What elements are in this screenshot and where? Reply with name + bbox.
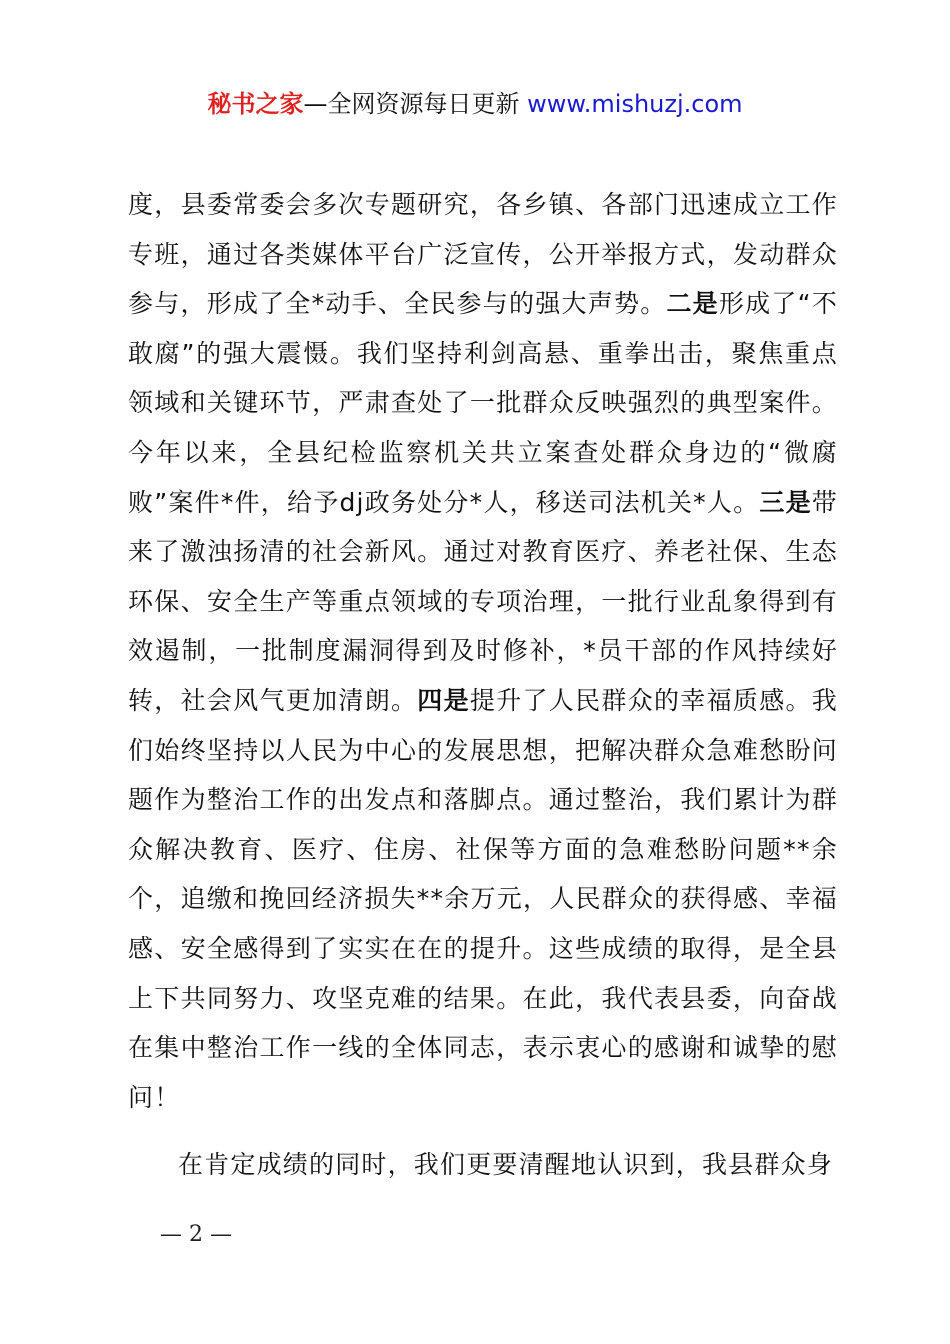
header-tagline: —全网资源每日更新 xyxy=(303,90,528,118)
bold-marker-3: 三是 xyxy=(759,487,812,517)
page-header xyxy=(0,88,950,120)
document-body xyxy=(128,180,838,1190)
header-site-link[interactable]: www.mishuzj.com xyxy=(527,90,743,118)
paragraph-text: 形成了“不敢腐”的强大震慑。我们坚持利剑高悬、重拳出击，聚焦重点领域和关键环节，严肃查处了一批群众反映强烈的典型案件。今年以来，全县纪检监察机关共立案查处群众身边的“微腐败”案件*件，给予dj政务处分*人，移送司法机关*人。 xyxy=(128,289,839,517)
header-brand: 秘书之家 xyxy=(207,90,304,118)
page-number: — 2 — xyxy=(160,1222,232,1247)
body-paragraph-1 xyxy=(128,180,838,1122)
paragraph-text: 提升了人民群众的幸福质感。我们始终坚持以人民为中心的发展思想，把解决群众急难愁盼问题作为整治工作的出发点和落脚点。通过整治，我们累计为群众解决教育、医疗、住房、社保等方面的急难愁盼问题**余个，追缴和挽回经济损失**余万元，人民群众的获得感、幸福感、安全感得到了实实在在的提升。这些成绩的取得，是全县上下共同努力、攻坚克难的结果。在此，我代表县委，向奋战在集中整治工作一线的全体同志，表示衷心的感谢和诚挚的慰问！ xyxy=(128,685,838,1112)
paragraph-text: 带来了激浊扬清的社会新风。通过对教育医疗、养老社保、生态环保、安全生产等重点领域的专项治理，一批行业乱象得到有效遏制，一批制度漏洞得到及时修补，*员干部的作风持续好转，社会风气更加清朗。 xyxy=(128,487,838,715)
bold-marker-2: 二是 xyxy=(666,289,719,319)
bold-marker-4: 四是 xyxy=(417,685,470,715)
body-paragraph-2: 在肯定成绩的同时，我们更要清醒地认识到，我县群众身 xyxy=(178,1150,834,1180)
paragraph-text: 度，县委常委会多次专题研究，各乡镇、各部门迅速成立工作专班，通过各类媒体平台广泛宣传，公开举报方式，发动群众参与，形成了全*动手、全民参与的强大声势。 xyxy=(128,190,838,319)
